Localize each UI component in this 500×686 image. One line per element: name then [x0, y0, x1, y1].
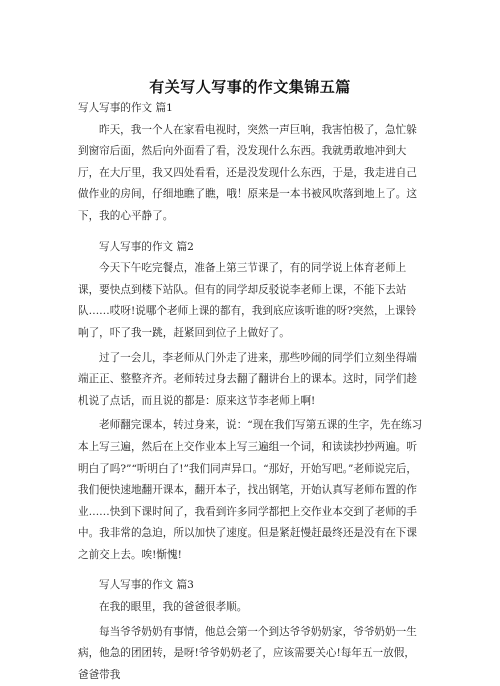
section-heading: 写人写事的作文 篇3	[99, 579, 194, 592]
document-title: 有关写人写事的作文集锦五篇	[149, 78, 351, 96]
paragraph: 过了一会儿，李老师从门外走了进来，那些吵闹的同学们立刻坐得端端正正、整整齐齐。老师转过身去翻了翻讲台上的课本。这时，同学们趁机说了点话，而且说的都是：原来这节李老师上啊!	[78, 351, 417, 407]
paragraph: 今天下午吃完餐点，准备上第三节课了，有的同学说上体育老师上课，要快点到楼下站队。但有的同学却反驳说李老师上课，不能下去站队……哎呀!说哪个老师上课的都有，我到底应该听谁的呀?突然，上课铃响了，吓了我一跳，赶紧回到位子上做好了。	[78, 262, 417, 339]
paragraph: 每当爷爷奶奶有事情，他总会第一个到达爷爷奶奶家，爷爷奶奶一生病，他急的团团转，是呀!爷爷奶奶老了，应该需要关心!每年五一放假，爸爸带我	[78, 625, 417, 681]
paragraph: 在我的眼里，我的爸爸很孝顺。	[99, 601, 248, 614]
paragraph: 昨天，我一个人在家看电视时，突然一声巨响，我害怕极了，急忙躲到窗帘后面，然后向外面看了看，没发现什么东西。我就勇敢地冲到大厅，在大厅里，我又四处看看，还是没发现什么东西，于是，我走进自己做作业的房间，仔细地瞧了瞧，哦！原来是一本书被风吹落到地上了。这下，我的心平静了。	[78, 123, 417, 222]
document-body	[78, 98, 423, 686]
section-heading: 写人写事的作文 篇2	[99, 240, 194, 253]
paragraph: 老师翻完课本，转过身来，说：“现在我们写第五课的生字，先在练习本上写三遍，然后在上交作业本上写三遍组一个词，和读读抄抄两遍。听明白了吗?”“听明白了!”我们同声异口。“那好，开始写吧。”老师说完后，我们便快速地翻开课本，翻开本子，找出钢笔，开始认真写老师布置的作业……快到下课时间了，我看到许多同学都把上交作业本交到了老师的手中。我非常的急迫，所以加快了速度。但是紧赶慢赶最终还是没有在下课之前交上去。唉!惭愧!	[78, 419, 423, 561]
section-heading: 写人写事的作文 篇1	[78, 102, 173, 114]
